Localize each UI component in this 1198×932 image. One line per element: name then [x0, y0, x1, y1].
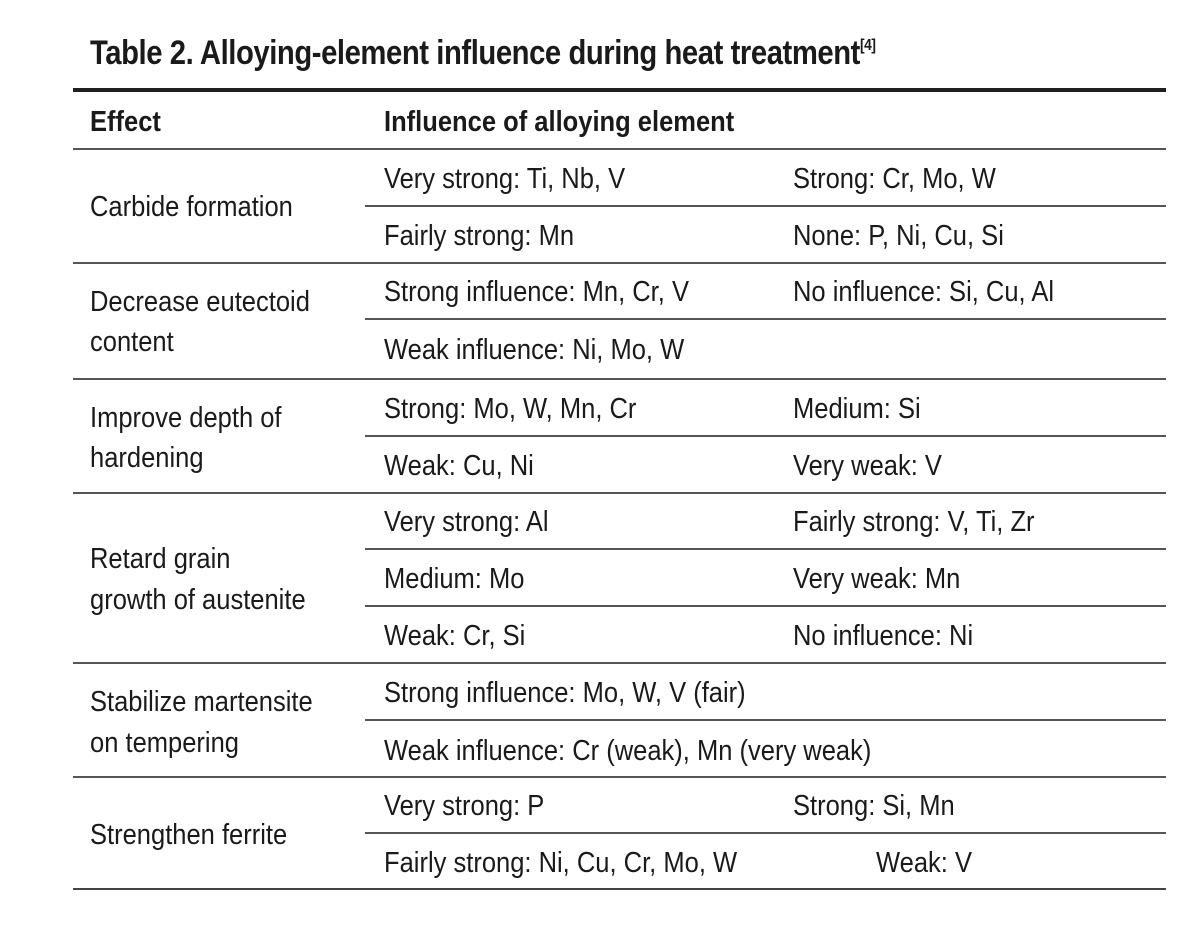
subrow-divider — [365, 205, 1166, 207]
effect-decrease-eutectoid-line1: Decrease eutectoid — [90, 286, 310, 318]
row-divider — [73, 378, 1166, 380]
row-divider — [73, 492, 1166, 494]
table-cell: Fairly strong: Ni, Cu, Cr, Mo, W — [384, 847, 738, 879]
table-cell: Very strong: P — [384, 790, 545, 822]
row-divider — [73, 662, 1166, 664]
table-title: Table 2. Alloying-element influence during heat treatment[4] — [90, 34, 876, 72]
header-effect: Effect — [90, 106, 161, 138]
effect-stabilize-martensite-line2: on tempering — [90, 727, 239, 759]
table-cell: Weak: Cr, Si — [384, 620, 526, 652]
table-cell: Very weak: V — [793, 450, 942, 482]
table-cell: Fairly strong: V, Ti, Zr — [793, 506, 1035, 538]
table-cell: Weak: V — [876, 847, 972, 879]
table-cell: Strong: Cr, Mo, W — [793, 163, 996, 195]
header-rule — [73, 148, 1166, 150]
table-cell: None: P, Ni, Cu, Si — [793, 220, 1004, 252]
effect-improve-depth-line2: hardening — [90, 442, 204, 474]
bottom-rule — [73, 888, 1166, 890]
effect-strengthen-ferrite: Strengthen ferrite — [90, 819, 288, 851]
effect-retard-grain-line2: growth of austenite — [90, 584, 306, 616]
effect-stabilize-martensite-line1: Stabilize martensite — [90, 686, 313, 718]
table-cell: Very strong: Al — [384, 506, 549, 538]
table-cell: Strong: Mo, W, Mn, Cr — [384, 393, 637, 425]
citation-ref: [4] — [859, 37, 876, 54]
table-cell: Medium: Si — [793, 393, 921, 425]
table-cell: Very weak: Mn — [793, 563, 961, 595]
row-divider — [73, 262, 1166, 264]
table-cell: Weak: Cu, Ni — [384, 450, 534, 482]
effect-improve-depth-line1: Improve depth of — [90, 402, 282, 434]
table-cell: No influence: Ni — [793, 620, 974, 652]
table-cell: Strong influence: Mo, W, V (fair) — [384, 677, 746, 709]
subrow-divider — [365, 435, 1166, 437]
table-cell: Weak influence: Cr (weak), Mn (very weak) — [384, 735, 872, 767]
table-cell: Weak influence: Ni, Mo, W — [384, 334, 685, 366]
subrow-divider — [365, 719, 1166, 721]
row-divider — [73, 776, 1166, 778]
subrow-divider — [365, 832, 1166, 834]
top-rule — [73, 88, 1166, 92]
subrow-divider — [365, 605, 1166, 607]
effect-retard-grain-line1: Retard grain — [90, 543, 231, 575]
effect-carbide-formation: Carbide formation — [90, 191, 293, 223]
table-cell: Strong influence: Mn, Cr, V — [384, 276, 689, 308]
table-cell: Fairly strong: Mn — [384, 220, 575, 252]
table-cell: Strong: Si, Mn — [793, 790, 955, 822]
effect-decrease-eutectoid-line2: content — [90, 326, 174, 358]
table-cell: Medium: Mo — [384, 563, 525, 595]
subrow-divider — [365, 548, 1166, 550]
table-cell: Very strong: Ti, Nb, V — [384, 163, 626, 195]
subrow-divider — [365, 318, 1166, 320]
header-influence: Influence of alloying element — [384, 106, 735, 138]
table-cell: No influence: Si, Cu, Al — [793, 276, 1055, 308]
